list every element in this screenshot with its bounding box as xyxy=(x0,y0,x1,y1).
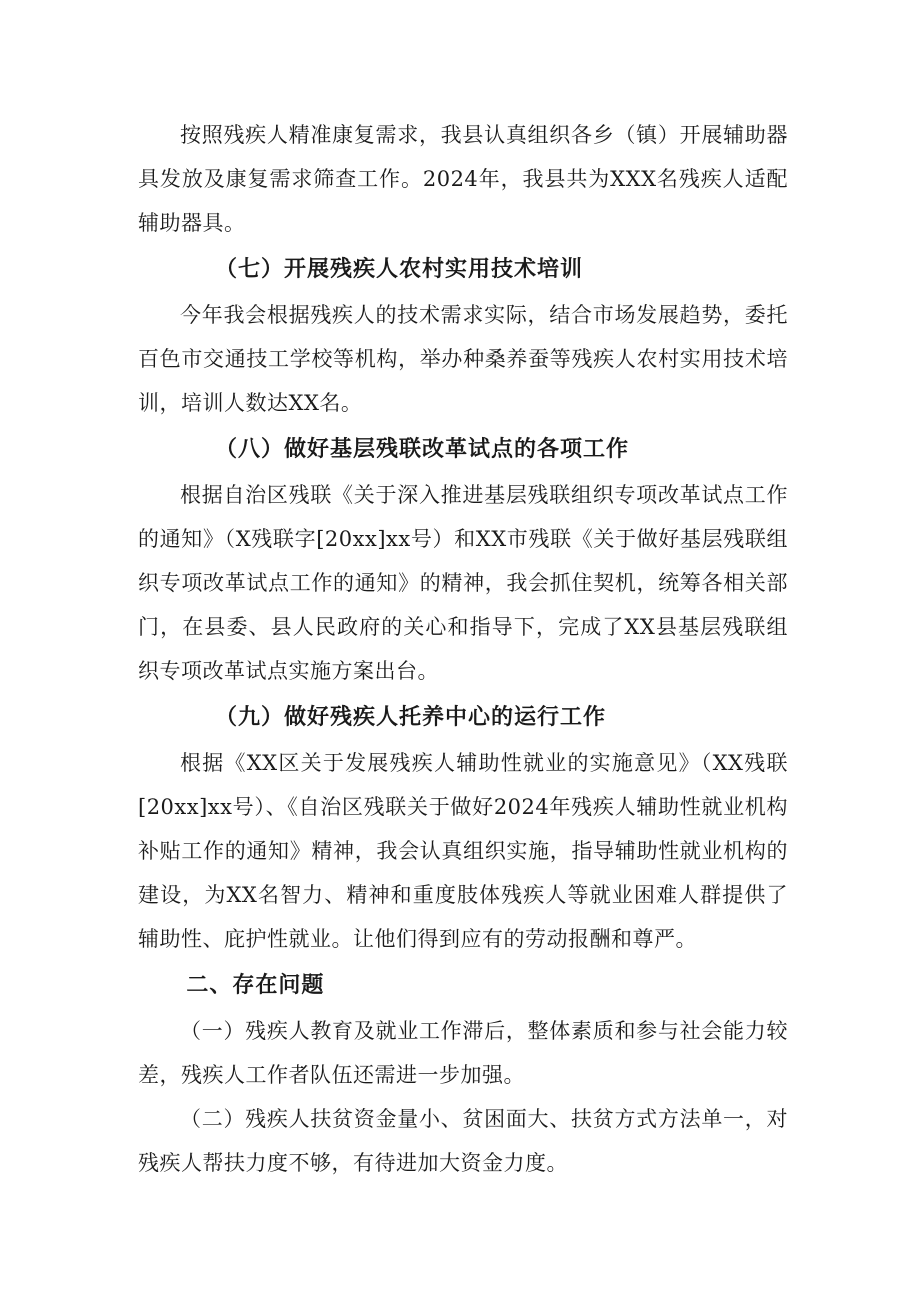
problem-item-1: （一）残疾人教育及就业工作滞后，整体素质和参与社会能力较差，残疾人工作者队伍还需进一步加强。 xyxy=(138,1019,788,1087)
paragraph-rural-training: 今年我会根据残疾人的技术需求实际，结合市场发展趋势，委托百色市交通技工学校等机构，举办种桑养蚕等残疾人农村实用技术培训，培训人数达XX名。 xyxy=(138,303,788,415)
document-body xyxy=(138,113,788,1185)
paragraph-grassroots-reform: 根据自治区残联《关于深入推进基层残联组织专项改革试点工作的通知》（X残联字[20xx]xx号）和XX市残联《关于做好基层残联组织专项改革试点工作的通知》的精神，我会抓住契机，统筹各相关部门，在县委、县人民政府的关心和指导下，完成了XX县基层残联组织专项改革试点实施方案出台。 xyxy=(138,483,788,683)
paragraph-care-center: 根据《XX区关于发展残疾人辅助性就业的实施意见》（XX残联[20xx]xx号）、《自治区残联关于做好2024年残疾人辅助性就业机构补贴工作的通知》精神，我会认真组织实施，指导辅助性就业机构的建设，为XX名智力、精神和重度肢体残疾人等就业困难人群提供了辅助性、庇护性就业。让他们得到应有的劳动报酬和尊严。 xyxy=(138,751,788,951)
problem-item-2: （二）残疾人扶贫资金量小、贫困面大、扶贫方式方法单一，对残疾人帮扶力度不够，有待进加大资金力度。 xyxy=(138,1107,788,1175)
section-heading-problems: 二、存在问题 xyxy=(186,972,325,998)
subheading-grassroots-reform: （八）做好基层残联改革试点的各项工作 xyxy=(215,436,630,462)
subheading-care-center: （九）做好残疾人托养中心的运行工作 xyxy=(215,704,607,730)
subheading-rural-training: （七）开展残疾人农村实用技术培训 xyxy=(215,256,584,282)
paragraph-assistive-devices: 按照残疾人精准康复需求，我县认真组织各乡（镇）开展辅助器具发放及康复需求筛查工作。2024年，我县共为XXX名残疾人适配辅助器具。 xyxy=(138,123,788,235)
